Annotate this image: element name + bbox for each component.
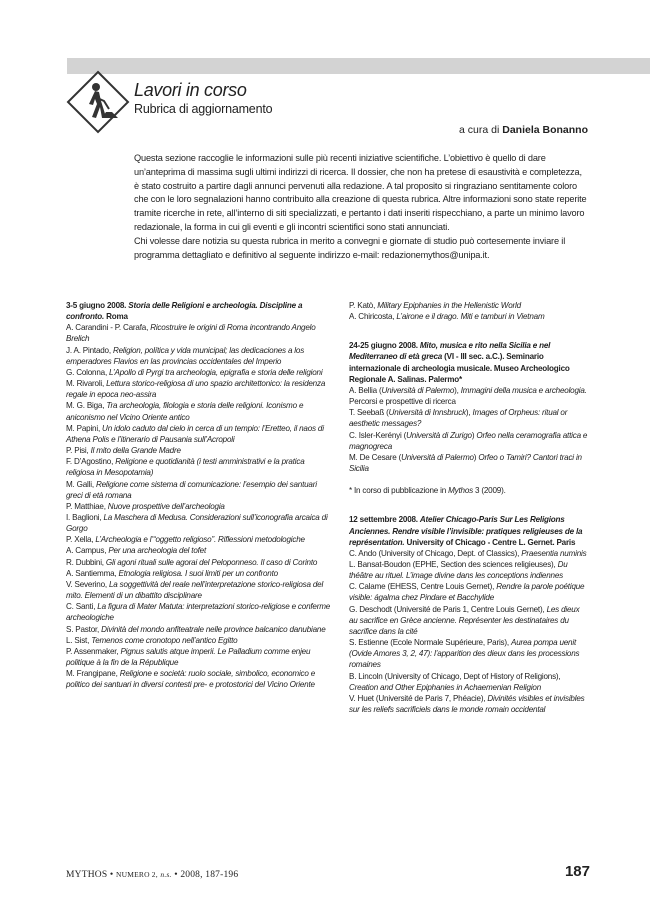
speaker: M. Papini, <box>66 423 103 433</box>
talk-title: Nuove prospettive dell’archeologia <box>107 501 225 511</box>
talk-title: L’airone e il drago. Miti e tamburi in Vietnam <box>396 312 545 322</box>
program-entry <box>349 300 589 311</box>
speaker: A. Campus, <box>66 546 109 556</box>
event-heading <box>349 514 589 547</box>
footnote-text: * In corso di pubblicazione in <box>349 486 449 496</box>
speaker: L. Sist, <box>66 635 92 645</box>
program-entry <box>66 378 331 400</box>
program-entry <box>66 501 331 512</box>
affiliation: Università di Palermo <box>401 452 474 462</box>
intro-paragraph: Questa sezione raccoglie le informazioni sulle più recenti iniziative scientifiche. L’obiettivo è quello di dare un’anteprima di massima sugli ultimi indirizzi di ricerca. Il dossier, che non ha pretese di esaustività e completezza, è stato costruito a partire dagli annunci pervenuti alla redazione. A tal proposito si ringraziano sentitamente coloro che con le loro segnalazioni hanno contribuito alla creazione di questa rubrica. Altre informazioni sono state reperite tramite ricerche in rete, all’interno di siti specializzati, e pertanto i dati inseriti rispecchiano, a parte un minimo lavoro redazionale, la forma in cui gli eventi e gli incontri scientifici sono stati annunciati. <box>134 153 587 232</box>
program-entry <box>66 646 331 668</box>
program-entry <box>66 534 331 545</box>
program-entry <box>66 545 331 556</box>
speaker: P. Assenmaker, <box>66 646 121 656</box>
punctuation: ) <box>471 430 477 440</box>
speaker: P. Matthiae, <box>66 501 108 511</box>
event-place: (VI - III sec. a.C.). Seminario internazionale di archeologia musicale. Museo Archeologico Regionale A. Salinas. Palermo* <box>349 352 570 384</box>
speaker: Percorsi e prospettive di ricerca <box>349 397 456 407</box>
talk-title: Du théâtre au rituel. L’image divine dans les conceptions indiennes <box>349 559 568 581</box>
affiliation: Università di Innsbruck <box>388 408 466 418</box>
event-title: Storia delle Religioni e archeologia. Discipline a confronto. <box>66 301 303 322</box>
speaker: A. Santiemma, <box>66 568 119 578</box>
speaker: L. Bansat-Boudon (EPHE, Section des sciences religieuses), <box>349 559 558 569</box>
event-heading <box>66 300 331 322</box>
talk-title: La Maschera di Medusa. Considerazioni sull’iconografia arcaica di Gorgo <box>66 512 328 534</box>
affiliation: Università di Palermo <box>381 385 455 395</box>
event-heading <box>349 340 589 385</box>
program-entry <box>66 322 331 344</box>
speaker: T. Seebaß ( <box>349 408 389 418</box>
program-entry <box>349 430 589 452</box>
event-title: Atelier Chicago-Paris Sur Les Religions Anciennes. Rendre visible l’invisible: pratiques religieuses de la représentation. <box>349 515 583 547</box>
left-column <box>66 300 331 690</box>
talk-title: Etnologia religiosa. I suoi limiti per un confronto <box>118 568 278 578</box>
talk-title: Orfeo nella ceramografia attica e magnogreca <box>349 430 588 451</box>
talk-title: Orfeo o Tamiri? Cantori traci in Sicilia <box>349 452 582 474</box>
program-entry <box>66 668 331 690</box>
speaker: M. De Cesare ( <box>349 452 402 462</box>
program-entry <box>66 568 331 579</box>
talk-title: Military Epiphanies in the Hellenistic World <box>377 301 521 310</box>
editor-name: Daniela Bonanno <box>502 124 588 136</box>
talk-title: Les dieux au sacrifice en Grèce ancienne. Représenter les destinataires du sacrifice dans la cité <box>349 604 580 636</box>
right-column <box>349 300 589 715</box>
event-program <box>349 548 589 715</box>
program-entry <box>349 548 589 559</box>
talk-title: La figura di Mater Matuta: interpretazioni storico-religiose e conferme archeologiche <box>66 602 331 623</box>
speaker: M. Rivaroli, <box>66 379 107 389</box>
talk-title: Images of Orpheus: ritual or aesthetic messages? <box>349 408 568 429</box>
talk-title: Il mito della Grande Madre <box>90 446 181 456</box>
speaker: A. Carandini - P. Carafa, <box>66 323 151 333</box>
program-entry <box>349 671 589 693</box>
talk-title: Religione come sistema di comunicazione: l’esempio dei santuari greci di età romana <box>66 479 317 500</box>
talk-title: Divinités visibles et invisibles sur les reliefs sacrificiels dans le monde romain occidental <box>349 693 585 714</box>
talk-title: Lettura storico-religiosa di uno spazio architettonico: la residenza regale in epoca neo-assira <box>66 379 326 400</box>
intro-text <box>134 152 589 262</box>
talk-title: Divinità del mondo anfiteatrale nelle province balcanico danubiane <box>101 624 326 634</box>
speaker: G. Deschodt (Université de Paris 1, Centre Louis Gernet), <box>349 604 547 614</box>
program-entry <box>66 345 331 367</box>
speaker: A. Chiricosta, <box>349 312 397 322</box>
speaker: C. Santi, <box>66 602 98 612</box>
speaker: A. Bellia ( <box>349 385 382 395</box>
program-entry <box>349 385 589 396</box>
talk-title: La soggettività del reale nell’interpretazione storico-religiosa del mito. Elementi di un dibattito disciplinare <box>66 579 324 601</box>
program-entry <box>66 479 331 501</box>
program-entry <box>66 635 331 646</box>
speaker: V. Severino, <box>66 579 109 589</box>
talk-title: Praesentia numinis <box>521 548 587 558</box>
speaker: P. Xella, <box>66 535 96 545</box>
speaker: S. Pastor, <box>66 624 102 634</box>
talk-title: L’Apollo di Pyrgi tra archeologia, epigrafia e storia delle religioni <box>109 367 323 377</box>
speaker: S. Estienne (Ecole Normale Supérieure, Paris), <box>349 638 511 648</box>
speaker: M. Frangipane, <box>66 669 120 679</box>
editor-prefix: a cura di <box>459 124 500 136</box>
section-subtitle: Rubrica di aggiornamento <box>134 102 273 116</box>
year-pages: 2008, 187-196 <box>180 870 239 880</box>
roadwork-sign-icon <box>66 70 130 134</box>
program-entry <box>66 512 331 534</box>
talk-title: Immagini della musica e archeologia. <box>460 385 587 395</box>
talk-title: Religion, política y vida municipal; las dedicaciones a los emperadores Flavios en las provincias occidentales del Imperio <box>66 345 305 366</box>
speaker: P. Pisi, <box>66 446 91 456</box>
punctuation: ), <box>465 408 473 418</box>
page-footer <box>66 870 238 880</box>
speaker: J. A. Pintado, <box>66 345 113 355</box>
talk-title: L’Archeologia e l’“oggetto religioso”. Riflessioni metodologiche <box>95 535 305 545</box>
event-date: 12 settembre 2008. <box>349 515 418 525</box>
program-entry <box>349 559 589 581</box>
page-number: 187 <box>564 863 590 880</box>
speaker: F. D’Agostino, <box>66 457 116 467</box>
punctuation: ) <box>473 452 479 462</box>
program-entry <box>66 400 331 422</box>
program-entry <box>349 311 589 322</box>
program-entry <box>66 601 331 623</box>
program-entry <box>349 604 589 637</box>
program-entry <box>66 445 331 456</box>
speaker: G. Colonna, <box>66 367 110 377</box>
section-title: Lavori in corso <box>134 80 247 100</box>
speaker: C. Ando (University of Chicago, Dept. of Classics), <box>349 548 522 558</box>
talk-title: Per una archeologia del tofet <box>108 546 207 556</box>
program-entry <box>349 452 589 474</box>
footnote-text: 3 (2009). <box>472 486 506 496</box>
editor-credit <box>459 124 588 136</box>
program-entry <box>66 367 331 378</box>
talk-title: Tra archeologia, filologia e storia delle religioni. Iconismo e aniconismo nel Vicino Oriente antico <box>66 401 304 422</box>
journal-name: MYTHOS <box>66 870 108 880</box>
affiliation: Università di Zurigo <box>406 430 472 440</box>
program-entry <box>66 557 331 568</box>
separator: • <box>109 870 114 880</box>
talk-title: Creation and Other Epiphanies in Achaemenian Religion <box>349 682 542 692</box>
program-entry <box>349 581 589 603</box>
punctuation: ), <box>454 385 461 395</box>
separator: • <box>174 870 178 880</box>
speaker: M. G. Biga, <box>66 401 107 411</box>
speaker: B. Lincoln (University of Chicago, Dept of History of Religions), <box>349 671 561 681</box>
speaker: R. Dubbini, <box>66 557 106 567</box>
event-program <box>349 300 589 322</box>
event-date: 24-25 giugno 2008. <box>349 341 418 351</box>
footnote-journal: Mythos <box>448 486 473 496</box>
talk-title: Religione e quotidianità (i testi amministrativi e la pratica religiosa in Mesopotamia) <box>66 457 305 478</box>
talk-title: Aurea pompa uenit (Ovide Amores 3, 2, 47): l’apparition des dieux dans les processions romaines <box>349 638 580 670</box>
program-entry <box>349 407 589 429</box>
event-place: University of Chicago - Centre L. Gernet. Paris <box>406 537 576 547</box>
speaker: C. Calame (EHESS, Centre Louis Gernet), <box>349 582 497 592</box>
footnote <box>349 485 589 496</box>
event-program <box>349 385 589 474</box>
program-entry <box>66 624 331 635</box>
talk-title: Gli agoni rituali sulle agorai del Peloponneso. Il caso di Corinto <box>105 557 318 567</box>
talk-title: Un idolo caduto dal cielo in cerca di un tempio: l’Eretteo, il naos di Athena Polis e l’itinerario di Pausania sull’Acropoli <box>66 423 324 444</box>
issue-series: n.s. <box>160 870 172 879</box>
event-place: Roma <box>106 312 128 322</box>
talk-title: Rendre la parole poétique visible: ágalma chez Pindare et Bacchylide <box>349 582 585 603</box>
event-date: 3-5 giugno 2008. <box>66 301 127 310</box>
speaker: C. Isler-Kerényi ( <box>349 430 407 440</box>
speaker: I. Baglioni, <box>66 512 104 522</box>
talk-title: Ricostruire le origini di Roma incontrando Angelo Brelich <box>66 323 316 344</box>
program-entry <box>66 423 331 445</box>
program-entry <box>349 637 589 670</box>
program-entry <box>66 456 331 478</box>
event-title: Mito, musica e rito nella Sicilia e nel Mediterraneo di età greca <box>349 341 551 362</box>
issue-number: NUMERO 2, <box>116 870 158 879</box>
program-entry <box>66 579 331 601</box>
speaker: P. Katò, <box>349 301 378 310</box>
program-entry <box>349 396 589 407</box>
speaker: V. Huet (Université de Paris 7, Phéacie), <box>349 693 488 703</box>
program-entry <box>349 693 589 715</box>
talk-title: Pignus salutis atque imperii. Le Palladium comme enjeu politique à la fin de la République <box>66 646 311 667</box>
intro-paragraph: Chi volesse dare notizia su questa rubrica in merito a convegni e giornate di studio può cortesemente inviare il programma dettagliato e definitivo al seguente indirizzo e-mail: redazionemythos@unipa.it. <box>134 235 566 260</box>
talk-title: Temenos come cronotopo nell’antico Egitto <box>91 635 238 645</box>
talk-title: Religione e società: ruolo sociale, simbolico, economico e politico dei santuari in diversi contesti pre- e protostorici del Vicino Oriente <box>66 669 316 690</box>
header-bar <box>67 58 650 74</box>
event-program <box>66 322 331 690</box>
speaker: M. Galli, <box>66 479 96 489</box>
